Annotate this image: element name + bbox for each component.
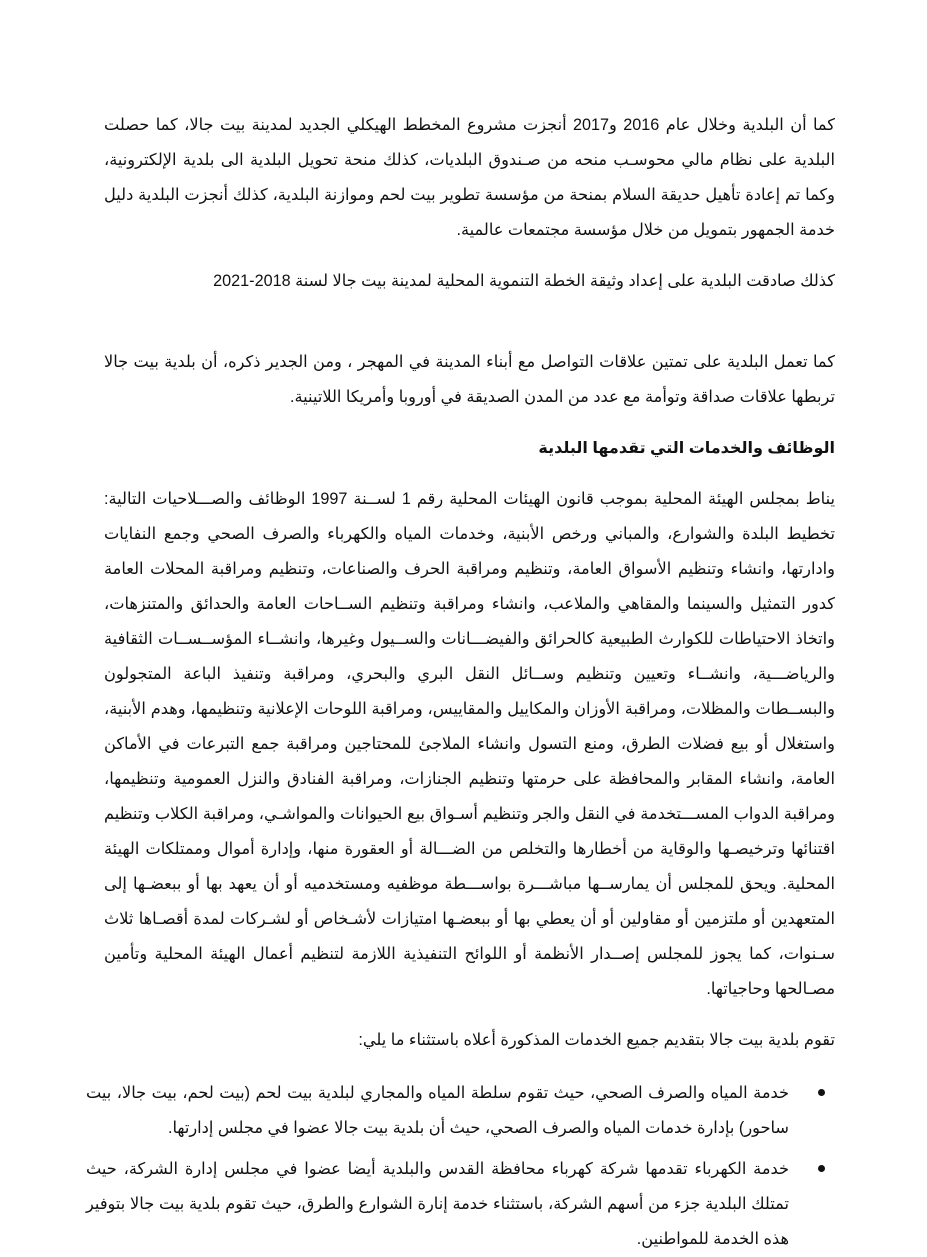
paragraph-structural-plan: كما أن البلدية وخلال عام 2016 و2017 أنجزت مشروع المخطط الهيكلي الجديد لمدينة بيت جالا، كما حصلت البلدية على نظام مالي محوسـب منحه من صـندوق البلديات، كذلك منحة تحويل البلدية الى بلدية الإلكترونية، وكما تم إعادة تأهيل حديقة السلام بمنحة من مؤسسة تطوير بيت لحم وموازنة البلدية، كذلك أنجزت البلدية دليل خدمة الجمهور بتمويل من خلال مؤسسة مجتمعات عالمية. (104, 116, 835, 239)
list-item-water-service (86, 1076, 835, 1146)
spacer (104, 466, 835, 482)
spacer (104, 415, 835, 431)
spacer (104, 1007, 835, 1023)
list-item-text: خدمة الكهرباء تقدمها شركة كهرباء محافظة القدس والبلدية أيضا عضوا في مجلس إدارة الشركة، حيث تمتلك البلدية جزء من أسهم الشركة، باستثناء خدمة إنارة الشوارع والطرق، حيث تقوم بلدية بيت جالا بتوفير هذه الخدمة للمواطنين. (86, 1160, 789, 1248)
bullet-icon (818, 1165, 825, 1172)
list-item-text: خدمة المياه والصرف الصحي، حيث تقوم سلطة المياه والمجاري لبلدية بيت لحم (بيت لحم، بيت جالا، بيت ساحور) بإدارة خدمات المياه والصرف الصحي، حيث أن بلدية بيت جالا عضوا في مجلس إدارتها. (86, 1084, 789, 1137)
spacer (104, 1058, 835, 1076)
list-item-electricity-service (86, 1152, 835, 1257)
exceptions-list (86, 1076, 835, 1257)
bullet-icon (818, 1089, 825, 1096)
paragraph-twinning-relations: كما تعمل البلدية على تمتين علاقات التواصل مع أبناء المدينة في المهجر ، ومن الجدير ذكره، أن بلدية بيت جالا تربطها علاقات صداقة وتوأمة مع عدد من المدن الصديقة في أوروبا وأمريكا اللاتينية. (104, 353, 835, 406)
spacer (104, 299, 835, 345)
paragraph-council-functions: يناط بمجلس الهيئة المحلية بموجب قانون الهيئات المحلية رقم 1 لســنة 1997 الوظائف والصـــلاحيات التالية: تخطيط البلدة والشوارع، والمباني ورخص الأبنية، وخدمات المياه والكهرباء والصرف الصحي وجمع النفايات وادارتها، وانشاء وتنظيم الأسواق العامة، وتنظيم ومراقبة الحرف والصناعات، وتنظيم ومراقبة المحلات العامة كدور التمثيل والسينما والمقاهي والملاعب، وانشاء ومراقبة وتنظيم الســاحات العامة والحدائق والمتنزهات، واتخاذ الاحتياطات للكوارث الطبيعية كالحرائق والفيضـــانات والســيول وغيرها، وانشــاء المؤســســات الثقافية والرياضـــية، وانشــاء وتعيين وتنظيم وســائل النقل البري والبحري، ومراقبة وتنفيذ الباعة المتجولون والبســطات والمظلات، ومراقبة الأوزان والمكاييل والمقاييس، ومراقبة اللوحات الإعلانية وتنظيمها، وهدم الأبنية، واستغلال أو بيع فضلات الطرق، ومنع التسول وانشاء الملاجئ للمحتاجين ومراقبة جمع التبرعات في الأماكن العامة، وانشاء المقابر والمحافظة على حرمتها وتنظيم الجنازات، ومراقبة الفنادق والنزل العمومية وتنظيمها، ومراقبة الدواب المســـتخدمة في النقل والجر وتنظيم أسـواق بيع الحيوانات والمواشـي، ومراقبة الكلاب وتنظيم اقتنائها وترخيصـها والوقاية من أخطارها والتخلص من الضـــالة أو العقورة منها، وإدارة أموال وممتلكات الهيئة المحلية. ويحق للمجلس أن يمارســها مباشـــرة بواســـطة موظفيه ومستخدميه أو أن يعهد بها أو ببعضـها إلى المتعهدين أو ملتزمين أو مقاولين أو أن يعطي بها أو ببعضـها امتيازات لأشـخاص أو لشـركات لمدة أقصـاها ثلاث سـنوات، كما يجوز للمجلس إصــدار الأنظمة أو اللوائح التنفيذية اللازمة لتنظيم أعمال الهيئة المحلية وتأمين مصـالحها وحاجياتها. (104, 490, 835, 998)
document-page (86, 108, 835, 1257)
section-heading-functions-services: الوظائف والخدمات التي تقدمها البلدية (538, 440, 835, 457)
paragraph-development-plan: كذلك صادقت البلدية على إعداد وثيقة الخطة التنموية المحلية لمدينة بيت جالا لسنة 2018-2021 (213, 272, 835, 290)
paragraph-services-exceptions-intro: تقوم بلدية بيت جالا بتقديم جميع الخدمات المذكورة أعلاه باستثناء ما يلي: (358, 1031, 835, 1049)
spacer (104, 248, 835, 264)
